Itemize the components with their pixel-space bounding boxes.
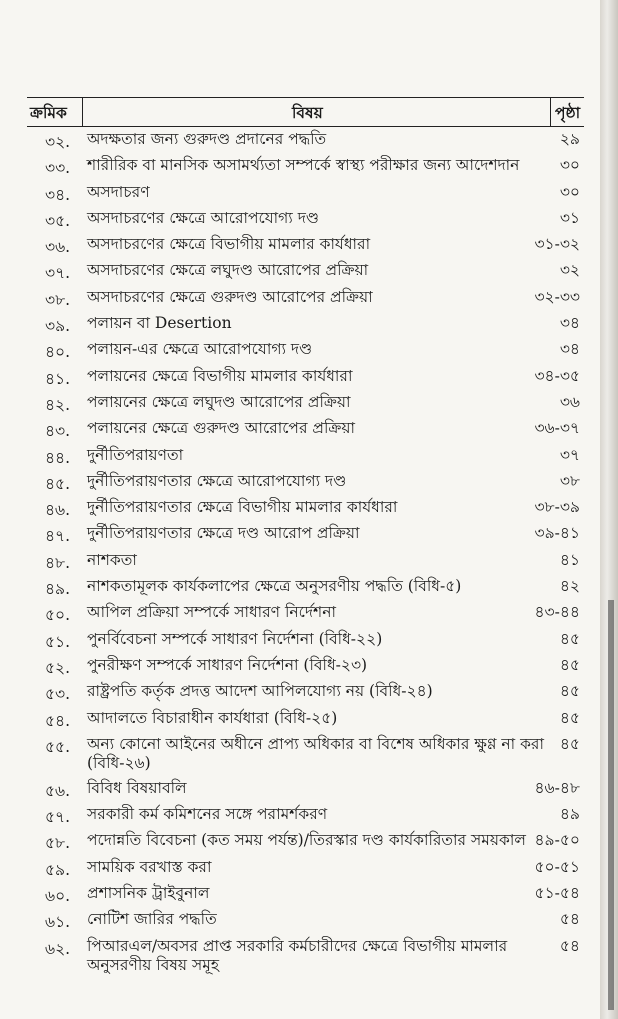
table-body (27, 127, 584, 978)
topic-text: পিআরএল/অবসর প্রাপ্ত সরকারি কর্মচারীদের ক্ষেত্রে বিভাগীয় মামলার অনুসরণীয় বিষয় সমূহ (87, 936, 508, 974)
column-divider (550, 98, 551, 126)
table-row (27, 548, 584, 574)
page-number: ৩০ (559, 182, 580, 201)
serial-number: ৪০. (45, 343, 71, 362)
table-row (27, 627, 584, 653)
table-row (27, 180, 584, 206)
serial-number: ৩৩. (45, 159, 71, 178)
topic-text: পুনরীক্ষণ সম্পর্কে সাধারণ নির্দেশনা (বিধি-২৩) (87, 655, 368, 674)
topic-text: পলায়নের ক্ষেত্রে গুরুদণ্ড আরোপের প্রক্রিয়া (87, 419, 355, 438)
table-row (27, 416, 584, 442)
serial-number: ৫৪. (45, 711, 71, 730)
serial-number: ৪১. (45, 369, 71, 388)
contents-table (27, 97, 584, 978)
serial-number: ৪৯. (45, 580, 71, 599)
page-number: ৩৭ (559, 445, 580, 464)
serial-number: ৬১. (45, 913, 71, 932)
topic-text: পলায়ন বা Desertion (87, 314, 232, 333)
page-number: ৩২-৩৩ (534, 287, 580, 306)
serial-number: ৫২. (45, 658, 71, 677)
page-number: ২৯ (559, 130, 580, 148)
page-number: ৩১ (559, 208, 580, 227)
page-number: ৩৬-৩৭ (534, 419, 580, 438)
topic-text: দুর্নীতিপরায়ণতা (87, 445, 184, 464)
table-row (27, 443, 584, 469)
serial-number: ৫৫. (45, 737, 71, 756)
topic-text: সাময়িক বরখাস্ত করা (87, 857, 212, 876)
serial-number: ৫৩. (45, 685, 71, 704)
table-row (27, 679, 584, 705)
page-number: ৩৮-৩৯ (534, 498, 580, 517)
table-row (27, 855, 584, 881)
page-number: ৪৯-৫০ (534, 831, 580, 850)
serial-number: ৩৭. (45, 264, 71, 283)
page-number: ৫০-৫১ (534, 857, 580, 876)
topic-text: নাশকতামূলক কার্যকলাপের ক্ষেত্রে অনুসরণীয় পদ্ধতি (বিধি-৫) (87, 577, 462, 596)
table-row (27, 337, 584, 363)
topic-text: অসদাচরণের ক্ষেত্রে গুরুদণ্ড আরোপের প্রক্রিয়া (87, 287, 373, 306)
page-number: ৪৫ (559, 655, 580, 674)
topic-text: প্রশাসনিক ট্রাইবুনাল (87, 884, 210, 903)
header-serial: ক্রমিক (30, 103, 67, 122)
table-row (27, 776, 584, 802)
page-number: ৩১-৩২ (534, 235, 580, 254)
serial-number: ৩৮. (45, 290, 71, 309)
table-row (27, 469, 584, 495)
page-number: ৫৪ (559, 936, 580, 955)
page-edge (600, 0, 618, 1019)
page-number: ৩০ (559, 156, 580, 175)
table-header (27, 98, 584, 127)
topic-text: অসদাচরণের ক্ষেত্রে লঘুদণ্ড আরোপের প্রক্রিয়া (87, 261, 369, 280)
table-row (27, 934, 584, 978)
serial-number: ৪৫. (45, 474, 71, 493)
table-row (27, 232, 584, 258)
table-row (27, 364, 584, 390)
topic-text: দুর্নীতিপরায়ণতার ক্ষেত্রে আরোপযোগ্য দণ্ড (87, 471, 347, 490)
page-number: ৪১ (559, 550, 580, 569)
page-number: ৩৮ (559, 471, 580, 490)
serial-number: ৪৪. (45, 448, 71, 467)
page-number: ৩৪-৩৫ (534, 366, 580, 385)
serial-number: ৫৭. (45, 808, 71, 827)
table-row (27, 311, 584, 337)
table-row (27, 285, 584, 311)
table-row (27, 802, 584, 828)
table-row (27, 653, 584, 679)
topic-text: দুর্নীতিপরায়ণতার ক্ষেত্রে বিভাগীয় মামলার কার্যধারা (87, 498, 398, 517)
table-row (27, 495, 584, 521)
page-number: ৩৪ (559, 340, 580, 359)
table-row (27, 521, 584, 547)
topic-text: পদোন্নতি বিবেচনা (কত সময় পর্যন্ত)/তিরস্কার দণ্ড কার্যকারিতার সময়কাল (87, 831, 526, 850)
table-row (27, 127, 584, 153)
edge-mark (608, 600, 614, 1010)
page-number: ৪৩-৪৪ (534, 603, 580, 622)
page-number: ৩৯-৪১ (534, 524, 580, 543)
table-row (27, 881, 584, 907)
table-row (27, 153, 584, 179)
header-page: পৃষ্ঠা (555, 103, 581, 122)
topic-text: অসদাচরণের ক্ষেত্রে বিভাগীয় মামলার কার্যধারা (87, 235, 371, 254)
page-number: ৩৪ (559, 314, 580, 333)
topic-text: দুর্নীতিপরায়ণতার ক্ষেত্রে দণ্ড আরোপ প্রক্রিয়া (87, 524, 360, 543)
topic-text: অদক্ষতার জন্য গুরুদণ্ড প্রদানের পদ্ধতি (87, 130, 327, 148)
topic-text: শারীরিক বা মানসিক অসামর্থ্যতা সম্পর্কে স্বাস্থ্য পরীক্ষার জন্য আদেশদান (87, 156, 520, 175)
serial-number: ৬০. (45, 887, 71, 906)
table-row (27, 600, 584, 626)
serial-number: ৪৭. (45, 527, 71, 546)
page-number: ৩৬ (559, 392, 580, 411)
serial-number: ৬২. (45, 939, 71, 958)
topic-text: অসদাচরণ (87, 182, 150, 201)
table-row (27, 828, 584, 854)
serial-number: ৫০. (45, 606, 71, 625)
page-number: ৩২ (559, 261, 580, 280)
page-number: ৪২ (559, 577, 580, 596)
topic-text: পুনর্বিবেচনা সম্পর্কে সাধারণ নির্দেশনা (বিধি-২২) (87, 629, 383, 648)
page-number: ৪৫ (559, 734, 580, 753)
page-number: ৫৪ (559, 910, 580, 929)
topic-text: নাশকতা (87, 550, 137, 569)
page-number: ৪৫ (559, 629, 580, 648)
serial-number: ৪৩. (45, 422, 71, 441)
topic-text: সরকারী কর্ম কমিশনের সঙ্গে পরামর্শকরণ (87, 805, 328, 824)
page-number: ৪৯ (559, 805, 580, 824)
serial-number: ৪২. (45, 395, 71, 414)
page-number: ৪৫ (559, 708, 580, 727)
serial-number: ৪৬. (45, 501, 71, 520)
topic-text: রাষ্ট্রপতি কর্তৃক প্রদত্ত আদেশ আপিলযোগ্য নয় (বিধি-২৪) (87, 682, 433, 701)
table-row (27, 258, 584, 284)
table-row (27, 574, 584, 600)
header-topic: বিষয় (292, 103, 323, 122)
table-row (27, 390, 584, 416)
serial-number: ৫৬. (45, 781, 71, 800)
table-row (27, 732, 584, 776)
topic-text: পলায়নের ক্ষেত্রে লঘুদণ্ড আরোপের প্রক্রিয়া (87, 392, 351, 411)
table-row (27, 206, 584, 232)
topic-text: আপিল প্রক্রিয়া সম্পর্কে সাধারণ নির্দেশনা (87, 603, 336, 622)
table-row (27, 907, 584, 933)
serial-number: ৫১. (45, 632, 71, 651)
page-number: ৫১-৫৪ (534, 884, 580, 903)
page-number: ৪৫ (559, 682, 580, 701)
topic-text: আদালতে বিচারাধীন কার্যধারা (বিধি-২৫) (87, 708, 338, 727)
serial-number: ৩২. (45, 133, 71, 151)
topic-text: বিবিধ বিষয়াবলি (87, 778, 187, 797)
serial-number: ৩৬. (45, 238, 71, 257)
serial-number: ৩৯. (45, 317, 71, 336)
page-number: ৪৬-৪৮ (534, 778, 580, 797)
serial-number: ৪৮. (45, 553, 71, 572)
table-row (27, 706, 584, 732)
serial-number: ৫৯. (45, 860, 71, 879)
topic-text: অসদাচরণের ক্ষেত্রে আরোপযোগ্য দণ্ড (87, 208, 320, 227)
topic-text: অন্য কোনো আইনের অধীনে প্রাপ্য অধিকার বা বিশেষ অধিকার ক্ষুণ্ণ না করা (বিধি-২৬) (87, 734, 544, 772)
topic-text: নোটিশ জারির পদ্ধতি (87, 910, 217, 929)
topic-text: পলায়ন-এর ক্ষেত্রে আরোপযোগ্য দণ্ড (87, 340, 313, 359)
serial-number: ৩৫. (45, 211, 71, 230)
topic-text: পলায়নের ক্ষেত্রে বিভাগীয় মামলার কার্যধারা (87, 366, 353, 385)
column-divider (82, 98, 83, 126)
serial-number: ৩৪. (45, 185, 71, 204)
serial-number: ৫৮. (45, 834, 71, 853)
